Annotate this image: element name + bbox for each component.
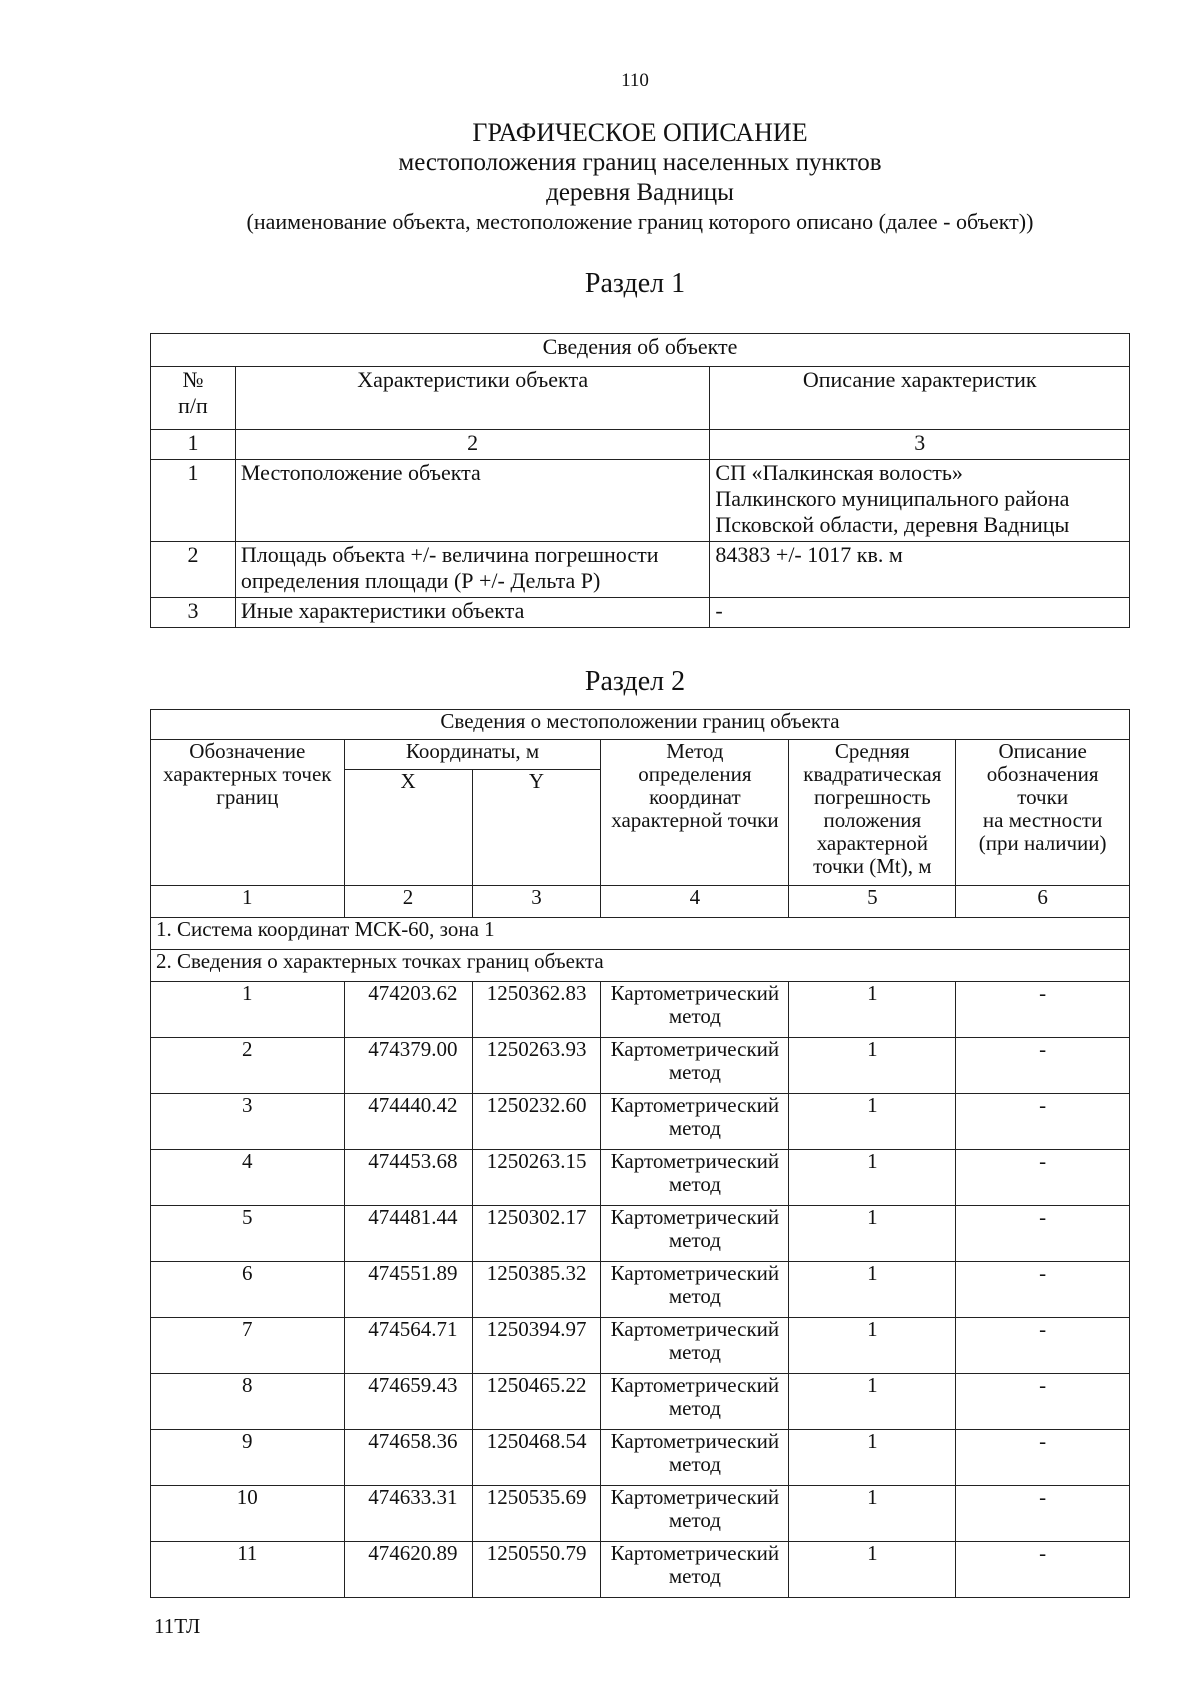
point-error: 1 [789, 1150, 956, 1206]
document-title: ГРАФИЧЕСКОЕ ОПИСАНИЕ [472, 118, 808, 147]
point-error: 1 [789, 1038, 956, 1094]
table-row [151, 1318, 1130, 1374]
index-cell: 6 [956, 886, 1130, 918]
coord-y: 1250535.69 [472, 1486, 601, 1542]
point-id: 6 [151, 1262, 345, 1318]
coord-x: 474633.31 [344, 1486, 472, 1542]
table-row [151, 1206, 1130, 1262]
point-description: - [956, 1374, 1130, 1430]
index-cell: 2 [235, 430, 710, 460]
row-num: 3 [151, 598, 236, 628]
point-error: 1 [789, 1094, 956, 1150]
header-y: Y [472, 770, 601, 886]
coord-y: 1250550.79 [472, 1542, 601, 1598]
row-characteristic: Иные характеристики объекта [235, 598, 710, 628]
coord-y: 1250362.83 [472, 982, 601, 1038]
point-id: 11 [151, 1542, 345, 1598]
coord-x: 474379.00 [344, 1038, 472, 1094]
point-method: Картометрический метод [601, 1430, 789, 1486]
point-error: 1 [789, 1374, 956, 1430]
point-error: 1 [789, 982, 956, 1038]
coord-x: 474551.89 [344, 1262, 472, 1318]
point-error: 1 [789, 1206, 956, 1262]
point-error: 1 [789, 1542, 956, 1598]
point-description: - [956, 982, 1130, 1038]
point-description: - [956, 1486, 1130, 1542]
coord-x: 474440.42 [344, 1094, 472, 1150]
table-row [151, 1374, 1130, 1430]
point-method: Картометрический метод [601, 1262, 789, 1318]
point-method: Картометрический метод [601, 1486, 789, 1542]
point-id: 2 [151, 1038, 345, 1094]
point-id: 4 [151, 1150, 345, 1206]
point-error: 1 [789, 1430, 956, 1486]
point-id: 5 [151, 1206, 345, 1262]
table-row [151, 598, 1130, 628]
point-id: 1 [151, 982, 345, 1038]
point-method: Картометрический метод [601, 1150, 789, 1206]
coord-y: 1250263.93 [472, 1038, 601, 1094]
index-cell: 2 [344, 886, 472, 918]
coord-x: 474620.89 [344, 1542, 472, 1598]
point-id: 8 [151, 1374, 345, 1430]
coord-y: 1250385.32 [472, 1262, 601, 1318]
table-row [151, 460, 1130, 542]
coord-y: 1250468.54 [472, 1430, 601, 1486]
section2-heading: Раздел 2 [584, 666, 686, 697]
table-row [151, 542, 1130, 598]
row-num: 2 [151, 542, 236, 598]
header-x: X [344, 770, 472, 886]
table-title: Сведения об объекте [151, 334, 1130, 367]
header-coords: Координаты, м [344, 740, 601, 770]
points-title: 2. Сведения о характерных точках границ объекта [151, 950, 1130, 982]
point-description: - [956, 1038, 1130, 1094]
coord-x: 474659.43 [344, 1374, 472, 1430]
point-method: Картометрический метод [601, 1318, 789, 1374]
point-error: 1 [789, 1318, 956, 1374]
coord-system: 1. Система координат МСК-60, зона 1 [151, 918, 1130, 950]
row-description: - [710, 598, 1130, 628]
index-cell: 3 [710, 430, 1130, 460]
header-desc: Описание обозначения точки на местности (при наличии) [956, 740, 1130, 886]
title-note: (наименование объекта, местоположение границ которого описано (далее - объект)) [246, 209, 1034, 234]
point-id: 7 [151, 1318, 345, 1374]
table-row [151, 982, 1130, 1038]
point-description: - [956, 1094, 1130, 1150]
index-cell: 1 [151, 430, 236, 460]
row-characteristic: Площадь объекта +/- величина погрешности определения площади (Р +/- Дельта Р) [235, 542, 710, 598]
table-row [151, 1486, 1130, 1542]
header-num: № п/п [151, 367, 236, 430]
point-method: Картометрический метод [601, 1542, 789, 1598]
table-row [151, 1038, 1130, 1094]
point-method: Картометрический метод [601, 982, 789, 1038]
table-title: Сведения о местоположении границ объекта [151, 710, 1130, 740]
coord-x: 474453.68 [344, 1150, 472, 1206]
point-description: - [956, 1206, 1130, 1262]
coord-x: 474203.62 [344, 982, 472, 1038]
table-row [151, 1430, 1130, 1486]
point-method: Картометрический метод [601, 1038, 789, 1094]
coord-y: 1250232.60 [472, 1094, 601, 1150]
header-points: Обозначение характерных точек границ [151, 740, 345, 886]
index-cell: 3 [472, 886, 601, 918]
index-cell: 4 [601, 886, 789, 918]
header-method: Метод определения координат характерной точки [601, 740, 789, 886]
coord-y: 1250394.97 [472, 1318, 601, 1374]
page-number: 110 [621, 70, 649, 91]
coord-y: 1250302.17 [472, 1206, 601, 1262]
point-method: Картометрический метод [601, 1206, 789, 1262]
point-id: 3 [151, 1094, 345, 1150]
row-description: СП «Палкинская волость» Палкинского муниципального района Псковской области, деревня Вадницы [710, 460, 1130, 542]
row-num: 1 [151, 460, 236, 542]
coord-x: 474658.36 [344, 1430, 472, 1486]
table-row [151, 1262, 1130, 1318]
section1-heading: Раздел 1 [584, 268, 686, 299]
index-cell: 5 [789, 886, 956, 918]
point-method: Картометрический метод [601, 1094, 789, 1150]
header-error: Средняя квадратическая погрешность положения характерной точки (Mt), м [789, 740, 956, 886]
header-characteristics: Характеристики объекта [235, 367, 710, 430]
point-error: 1 [789, 1262, 956, 1318]
point-description: - [956, 1318, 1130, 1374]
point-error: 1 [789, 1486, 956, 1542]
object-info-table [150, 333, 1130, 628]
point-description: - [956, 1542, 1130, 1598]
row-characteristic: Местоположение объекта [235, 460, 710, 542]
table-row [151, 1094, 1130, 1150]
point-description: - [956, 1262, 1130, 1318]
point-method: Картометрический метод [601, 1374, 789, 1430]
point-description: - [956, 1430, 1130, 1486]
index-cell: 1 [151, 886, 345, 918]
object-name: деревня Вадницы [546, 179, 734, 206]
boundary-points-table [150, 709, 1130, 1598]
table-row [151, 1542, 1130, 1598]
coord-x: 474564.71 [344, 1318, 472, 1374]
header-description: Описание характеристик [710, 367, 1130, 430]
table-row [151, 1150, 1130, 1206]
point-description: - [956, 1150, 1130, 1206]
point-id: 10 [151, 1486, 345, 1542]
footer-code: 11ТЛ [154, 1614, 201, 1638]
point-id: 9 [151, 1430, 345, 1486]
coord-y: 1250465.22 [472, 1374, 601, 1430]
coord-y: 1250263.15 [472, 1150, 601, 1206]
row-description: 84383 +/- 1017 кв. м [710, 542, 1130, 598]
document-subtitle: местоположения границ населенных пунктов [398, 149, 882, 176]
coord-x: 474481.44 [344, 1206, 472, 1262]
title-block [140, 118, 1140, 236]
